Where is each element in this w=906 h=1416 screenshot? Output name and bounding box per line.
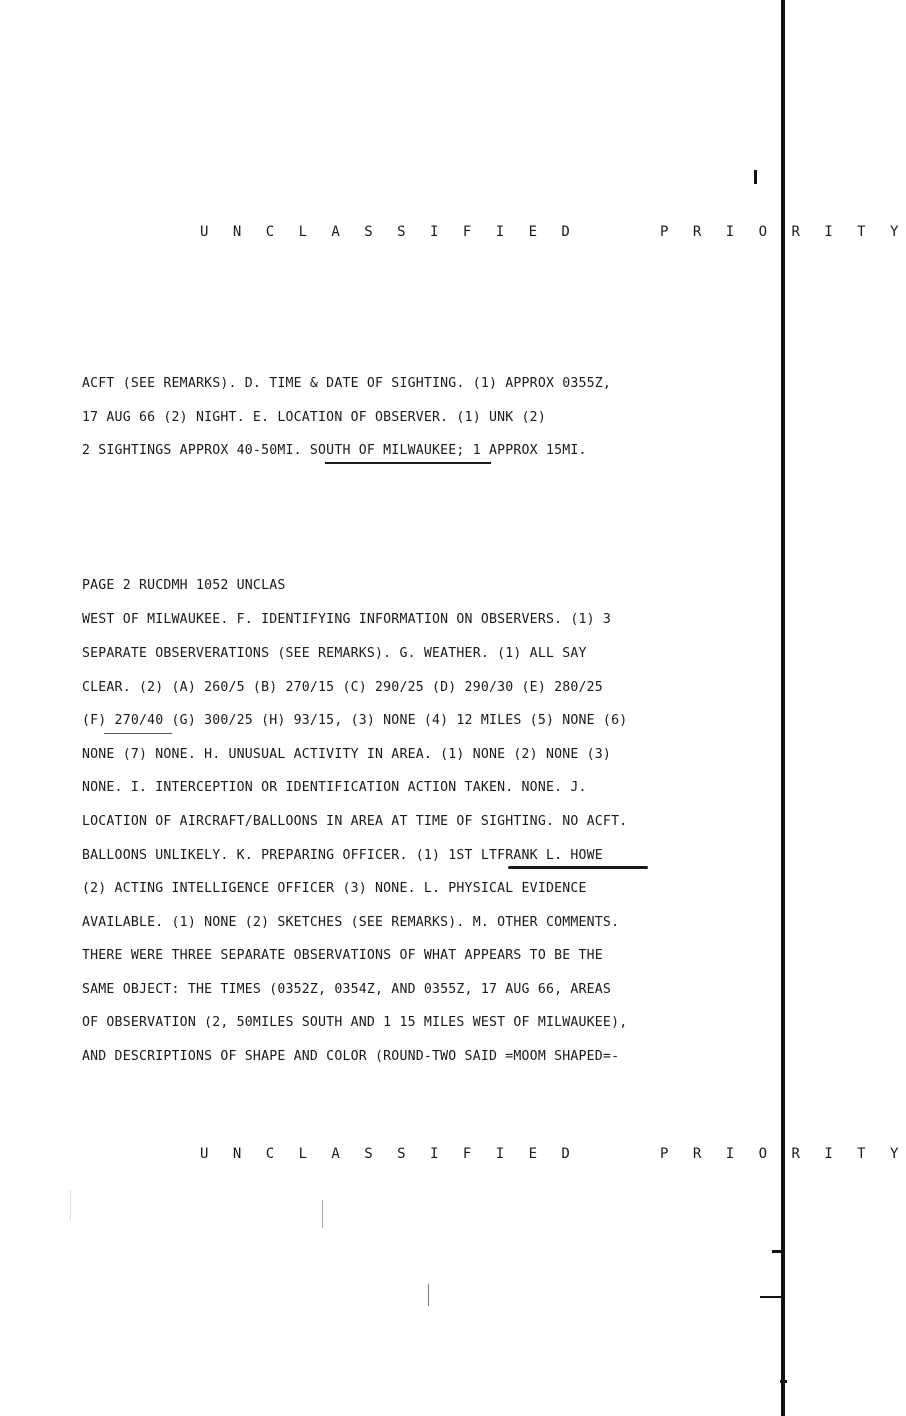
scan-edge-bar	[781, 0, 785, 1416]
underline-mark	[325, 462, 491, 464]
text-line: AND DESCRIPTIONS OF SHAPE AND COLOR (ROUND-TWO SAID =MOOM SHAPED=-	[82, 1049, 620, 1064]
scan-mark	[772, 1250, 781, 1253]
text-line: CLEAR. (2) (A) 260/5 (B) 270/15 (C) 290/25 (D) 290/30 (E) 280/25	[82, 680, 603, 695]
text-line: (F) 270/40 (G) 300/25 (H) 93/15, (3) NONE (4) 12 MILES (5) NONE (6)	[82, 713, 628, 728]
scan-mark	[760, 1296, 781, 1298]
text-line: NONE (7) NONE. H. UNUSUAL ACTIVITY IN AREA. (1) NONE (2) NONE (3)	[82, 747, 612, 762]
underline-mark	[104, 733, 172, 734]
text-line: 17 AUG 66 (2) NIGHT. E. LOCATION OF OBSERVER. (1) UNK (2)	[82, 410, 546, 425]
classification-label: U N C L A S S I F I E D	[200, 1146, 578, 1162]
scan-mark	[754, 170, 757, 184]
classification-footer	[200, 1146, 906, 1162]
text-line: AVAILABLE. (1) NONE (2) SKETCHES (SEE REMARKS). M. OTHER COMMENTS.	[82, 915, 620, 930]
priority-label: P R I O R I T Y	[660, 224, 906, 240]
text-line: SEPARATE OBSERVERATIONS (SEE REMARKS). G. WEATHER. (1) ALL SAY	[82, 646, 587, 661]
classification-label: U N C L A S S I F I E D	[200, 224, 578, 240]
text-line: THERE WERE THREE SEPARATE OBSERVATIONS OF WHAT APPEARS TO BE THE	[82, 948, 603, 963]
text-line: WEST OF MILWAUKEE. F. IDENTIFYING INFORMATION ON OBSERVERS. (1) 3	[82, 612, 612, 627]
scan-speck	[322, 1200, 323, 1228]
text-line: OF OBSERVATION (2, 50MILES SOUTH AND 1 15 MILES WEST OF MILWAUKEE),	[82, 1015, 628, 1030]
text-line: ACFT (SEE REMARKS). D. TIME & DATE OF SIGHTING. (1) APPROX 0355Z,	[82, 376, 612, 391]
scan-speck	[428, 1284, 429, 1306]
scan-mark	[780, 1380, 787, 1383]
priority-label: P R I O R I T Y	[660, 1146, 906, 1162]
text-line: BALLOONS UNLIKELY. K. PREPARING OFFICER. (1) 1ST LTFRANK L. HOWE	[82, 848, 603, 863]
classification-header	[200, 224, 906, 240]
signature-underline	[508, 866, 648, 869]
text-line: LOCATION OF AIRCRAFT/BALLOONS IN AREA AT TIME OF SIGHTING. NO ACFT.	[82, 814, 628, 829]
scan-speck	[70, 1190, 71, 1220]
text-line: SAME OBJECT: THE TIMES (0352Z, 0354Z, AND 0355Z, 17 AUG 66, AREAS	[82, 982, 612, 997]
page-heading: PAGE 2 RUCDMH 1052 UNCLAS	[82, 578, 286, 593]
text-line: 2 SIGHTINGS APPROX 40-50MI. SOUTH OF MILWAUKEE; 1 APPROX 15MI.	[82, 443, 587, 458]
text-line: (2) ACTING INTELLIGENCE OFFICER (3) NONE. L. PHYSICAL EVIDENCE	[82, 881, 587, 896]
text-line: NONE. I. INTERCEPTION OR IDENTIFICATION ACTION TAKEN. NONE. J.	[82, 780, 587, 795]
